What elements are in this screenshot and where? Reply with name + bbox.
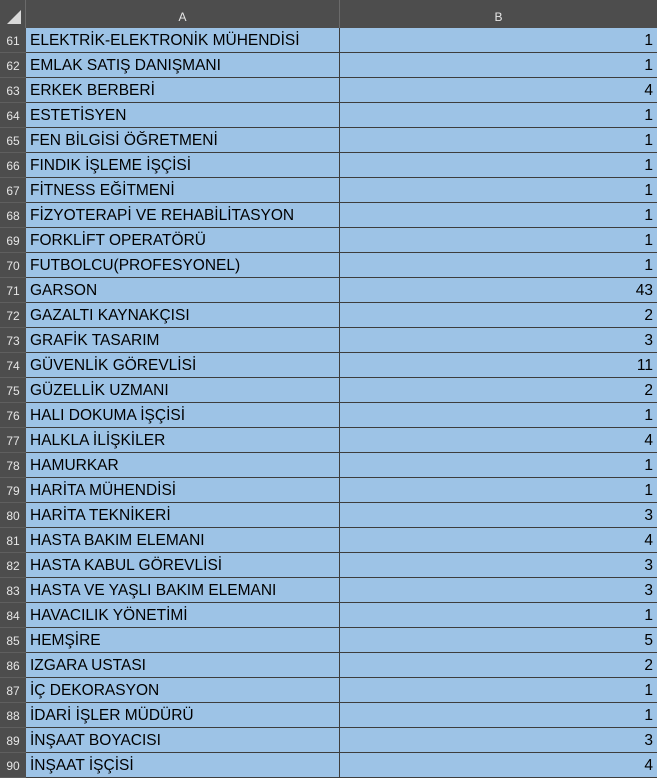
cell-occupation[interactable]: FİZYOTERAPİ VE REHABİLİTASYON — [26, 203, 340, 228]
table-row — [0, 728, 657, 753]
table-row — [0, 303, 657, 328]
cell-occupation[interactable]: GÜZELLİK UZMANI — [26, 378, 340, 403]
cell-count[interactable]: 1 — [340, 178, 657, 203]
grid-rows — [0, 28, 657, 778]
cell-count[interactable]: 1 — [340, 103, 657, 128]
cell-occupation[interactable]: ELEKTRİK-ELEKTRONİK MÜHENDİSİ — [26, 28, 340, 53]
table-row — [0, 403, 657, 428]
cell-occupation[interactable]: GÜVENLİK GÖREVLİSİ — [26, 353, 340, 378]
cell-count[interactable]: 1 — [340, 453, 657, 478]
row-header[interactable]: 69 — [0, 228, 26, 253]
cell-occupation[interactable]: GAZALTI KAYNAKÇISI — [26, 303, 340, 328]
cell-occupation[interactable]: FINDIK İŞLEME İŞÇİSİ — [26, 153, 340, 178]
table-row — [0, 628, 657, 653]
row-header[interactable]: 88 — [0, 703, 26, 728]
row-header[interactable]: 84 — [0, 603, 26, 628]
cell-count[interactable]: 5 — [340, 628, 657, 653]
table-row — [0, 603, 657, 628]
cell-count[interactable]: 4 — [340, 528, 657, 553]
cell-count[interactable]: 1 — [340, 478, 657, 503]
cell-count[interactable]: 2 — [340, 378, 657, 403]
row-header[interactable]: 63 — [0, 78, 26, 103]
row-header[interactable]: 82 — [0, 553, 26, 578]
table-row — [0, 153, 657, 178]
table-row — [0, 378, 657, 403]
table-row — [0, 653, 657, 678]
table-row — [0, 503, 657, 528]
row-header[interactable]: 87 — [0, 678, 26, 703]
table-row — [0, 178, 657, 203]
row-header[interactable]: 81 — [0, 528, 26, 553]
table-row — [0, 253, 657, 278]
cell-occupation[interactable]: ESTETİSYEN — [26, 103, 340, 128]
table-row — [0, 103, 657, 128]
table-row — [0, 28, 657, 53]
cell-count[interactable]: 1 — [340, 403, 657, 428]
table-row — [0, 453, 657, 478]
row-header[interactable]: 72 — [0, 303, 26, 328]
table-row — [0, 703, 657, 728]
cell-occupation[interactable]: HAVACILIK YÖNETİMİ — [26, 603, 340, 628]
cell-occupation[interactable]: IZGARA USTASI — [26, 653, 340, 678]
select-all-triangle-icon — [7, 10, 21, 24]
cell-occupation[interactable]: İNŞAAT BOYACISI — [26, 728, 340, 753]
cell-count[interactable]: 2 — [340, 303, 657, 328]
row-header[interactable]: 79 — [0, 478, 26, 503]
row-header[interactable]: 83 — [0, 578, 26, 603]
cell-count[interactable]: 1 — [340, 228, 657, 253]
table-row — [0, 128, 657, 153]
row-header[interactable]: 90 — [0, 753, 26, 778]
row-header[interactable]: 73 — [0, 328, 26, 353]
table-row — [0, 228, 657, 253]
cell-occupation[interactable]: HALI DOKUMA İŞÇİSİ — [26, 403, 340, 428]
table-row — [0, 53, 657, 78]
table-row — [0, 678, 657, 703]
row-header[interactable]: 80 — [0, 503, 26, 528]
table-row — [0, 278, 657, 303]
row-header[interactable]: 89 — [0, 728, 26, 753]
cell-occupation[interactable]: İÇ DEKORASYON — [26, 678, 340, 703]
row-header[interactable]: 67 — [0, 178, 26, 203]
cell-occupation[interactable]: HASTA KABUL GÖREVLİSİ — [26, 553, 340, 578]
cell-occupation[interactable]: FİTNESS EĞİTMENİ — [26, 178, 340, 203]
row-header[interactable]: 74 — [0, 353, 26, 378]
row-header[interactable]: 85 — [0, 628, 26, 653]
table-row — [0, 328, 657, 353]
column-header-b[interactable]: B — [494, 10, 503, 24]
row-header[interactable]: 70 — [0, 253, 26, 278]
cell-occupation[interactable]: FEN BİLGİSİ ÖĞRETMENİ — [26, 128, 340, 153]
select-all-button[interactable] — [0, 0, 26, 28]
cell-occupation[interactable]: HASTA VE YAŞLI BAKIM ELEMANI — [26, 578, 340, 603]
row-header[interactable]: 76 — [0, 403, 26, 428]
cell-count[interactable]: 3 — [340, 553, 657, 578]
cell-occupation[interactable]: HEMŞİRE — [26, 628, 340, 653]
column-header-row — [0, 0, 657, 28]
cell-count[interactable]: 11 — [340, 353, 657, 378]
table-row — [0, 478, 657, 503]
cell-occupation[interactable]: GRAFİK TASARIM — [26, 328, 340, 353]
cell-occupation[interactable]: İDARİ İŞLER MÜDÜRÜ — [26, 703, 340, 728]
row-header[interactable]: 71 — [0, 278, 26, 303]
cell-count[interactable]: 3 — [340, 578, 657, 603]
cell-occupation[interactable]: FORKLİFT OPERATÖRÜ — [26, 228, 340, 253]
row-header[interactable]: 86 — [0, 653, 26, 678]
cell-occupation[interactable]: İNŞAAT İŞÇİSİ — [26, 753, 340, 778]
cell-occupation[interactable]: HASTA BAKIM ELEMANI — [26, 528, 340, 553]
table-row — [0, 353, 657, 378]
cell-occupation[interactable]: EMLAK SATIŞ DANIŞMANI — [26, 53, 340, 78]
cell-count[interactable]: 1 — [340, 53, 657, 78]
cell-occupation[interactable]: GARSON — [26, 278, 340, 303]
table-row — [0, 753, 657, 778]
cell-occupation[interactable]: ERKEK BERBERİ — [26, 78, 340, 103]
cell-count[interactable]: 1 — [340, 153, 657, 178]
table-row — [0, 203, 657, 228]
row-header[interactable]: 66 — [0, 153, 26, 178]
table-row — [0, 553, 657, 578]
cell-count[interactable]: 4 — [340, 428, 657, 453]
cell-count[interactable]: 1 — [340, 128, 657, 153]
cell-count[interactable]: 1 — [340, 603, 657, 628]
row-header[interactable]: 78 — [0, 453, 26, 478]
table-row — [0, 78, 657, 103]
cell-occupation[interactable]: HALKLA İLİŞKİLER — [26, 428, 340, 453]
row-header[interactable]: 75 — [0, 378, 26, 403]
cell-occupation[interactable]: HARİTA TEKNİKERİ — [26, 503, 340, 528]
row-header[interactable]: 65 — [0, 128, 26, 153]
cell-count[interactable]: 1 — [340, 28, 657, 53]
row-header[interactable]: 61 — [0, 28, 26, 53]
cell-count[interactable]: 3 — [340, 503, 657, 528]
column-header-a[interactable]: A — [26, 0, 340, 28]
row-header[interactable]: 68 — [0, 203, 26, 228]
cell-count[interactable]: 1 — [340, 703, 657, 728]
cell-count[interactable]: 3 — [340, 328, 657, 353]
cell-count[interactable]: 1 — [340, 253, 657, 278]
cell-occupation[interactable]: HARİTA MÜHENDİSİ — [26, 478, 340, 503]
cell-count[interactable]: 4 — [340, 78, 657, 103]
cell-count[interactable]: 2 — [340, 653, 657, 678]
cell-count[interactable]: 1 — [340, 203, 657, 228]
cell-count[interactable]: 43 — [340, 278, 657, 303]
row-header[interactable]: 62 — [0, 53, 26, 78]
row-header[interactable]: 77 — [0, 428, 26, 453]
cell-count[interactable]: 4 — [340, 753, 657, 778]
row-header[interactable]: 64 — [0, 103, 26, 128]
cell-count[interactable]: 1 — [340, 678, 657, 703]
cell-occupation[interactable]: HAMURKAR — [26, 453, 340, 478]
table-row — [0, 528, 657, 553]
cell-occupation[interactable]: FUTBOLCU(PROFESYONEL) — [26, 253, 340, 278]
cell-count[interactable]: 3 — [340, 728, 657, 753]
table-row — [0, 578, 657, 603]
table-row — [0, 428, 657, 453]
